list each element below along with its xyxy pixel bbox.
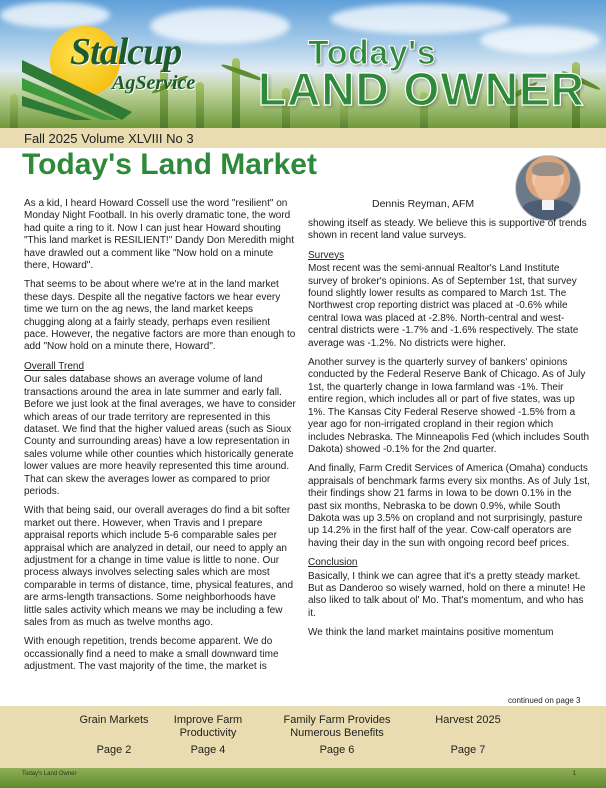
- contents-title: Grain Markets: [79, 714, 149, 726]
- article-paragraph: We think the land market maintains positive momentum: [308, 627, 554, 639]
- author-byline: Dennis Reyman, AFM: [372, 198, 475, 210]
- section-subhead: Overall Trend: [24, 360, 85, 372]
- contents-page: Page 2: [96, 744, 132, 756]
- corn-stalk: [10, 94, 18, 128]
- contents-item-harvest-2025[interactable]: [420, 714, 516, 757]
- article-paragraph: Our sales database shows an average volume of land transactions around the area in late summer and early fall. Before we just look at the final averages, we have to consider which areas of our trade territory are represented in this dataset. We find that the higher valued areas (such as Sioux County and surrounding areas) have a low representation in sales volume while other counties which historically generate lower values are more heavily represented this time around. That can skew the averages lower as compared to prior periods.: [24, 374, 296, 497]
- masthead: [0, 0, 606, 128]
- article-right-column: [308, 218, 590, 694]
- article-left-column: [24, 198, 296, 696]
- footer-page-number: 1: [572, 771, 576, 777]
- article-paragraph: Another survey is the quarterly survey of bankers' opinions conducted by the Federal Reserve Bank of Chicago. As of July 1st, the quarterly change in Iowa farmland was -1%. Their entire region, which includes all or part of five states, was up 1%. The Kansas City Federal Reserve showed -1.5% from a year ago for non-irrigated cropland in their region which includes Nebraska. The Minneapolis Fed (which includes South Dakota) showed -0.1% for the 2nd quarter.: [308, 357, 590, 455]
- cloud: [0, 2, 110, 28]
- contents-band: [0, 706, 606, 768]
- contents-item-grain-markets[interactable]: [66, 714, 162, 757]
- cloud: [330, 4, 510, 34]
- issue-info: Fall 2025 Volume XLVIII No 3: [24, 131, 194, 146]
- newsletter-title-main: LAND OWNER: [258, 63, 585, 115]
- logo-subtitle: AgService: [112, 72, 196, 94]
- continued-note: continued on page 3: [508, 696, 581, 705]
- cloud: [480, 26, 600, 54]
- contents-page: Page 4: [190, 744, 226, 756]
- contents-title: Family Farm Provides Numerous Benefits: [283, 714, 391, 739]
- bottom-field-strip: [0, 768, 606, 788]
- logo-name: Stalcup: [70, 31, 182, 73]
- contents-title: Harvest 2025: [435, 714, 501, 726]
- article-paragraph: With that being said, our overall averages do find a bit softer market out there. However, when Travis and I prepare appraisal reports which include 5-6 comparable sales per appraisal which are analyzed in detail, our need to apply an adjustment for a change in time value is little to none. Our process always involves selecting sales which are most comparable in terms of distance, time, physical features, and are arms-length transactions. Some neighborhoods have little sales activity which means we may be including a few sales from as much as twelve months ago.: [24, 505, 294, 628]
- section-subhead: Conclusion: [308, 557, 358, 569]
- contents-title: Improve Farm Productivity: [173, 714, 243, 739]
- section-subhead: Surveys: [308, 249, 345, 261]
- article-paragraph: And finally, Farm Credit Services of America (Omaha) conducts appraisals of benchmark farms every six months. As of July 1st, their findings show 21 farms in Iowa to be down 0.1% in the past six months, Nebraska to be down 0.9%, while South Dakota was up 3.5% on cropland and not surprisingly, pasture up 14.2% in the first half of the year. Cow-calf operators are having their day in the sun with ongoing record beef prices.: [308, 463, 590, 549]
- issue-band: [0, 128, 606, 148]
- contents-page: Page 7: [450, 744, 486, 756]
- article-paragraph: Basically, I think we can agree that it's a pretty steady market. But as Danderoo so wisely warned, hold on there a minute! He also liked to talk about ol' Mo. That's momentum, and who has it.: [308, 570, 586, 619]
- footer-publication: Today's Land Owner: [22, 771, 77, 777]
- article-paragraph: With enough repetition, trends become apparent. We do occassionally find a need to make a small downward time adjustment. The vast majority of the time, the market is: [24, 636, 279, 673]
- contents-item-improve-farm-productivity[interactable]: [160, 714, 256, 757]
- contents-item-family-farm[interactable]: [272, 714, 402, 757]
- article-paragraph: As a kid, I heard Howard Cossell use the word "resilient" on Monday Night Football. In his overly dramatic tone, the word had quite a ring to it. Now I can just hear Howard shouting "This land market is RESILIENT!" Dandy Don Meredith might have drawled out a comment like "Now hold on a minute there, Howard".: [24, 198, 294, 272]
- corn-stalk: [196, 82, 204, 128]
- article-paragraph: Most recent was the semi-annual Realtor's Land Institute survey of broker's opinions. As of September 1st, that survey found slightly lower results as compared to March 1st. The Northwest crop reporting district was placed at -0.6% while central Iowa was placed at -2.8%. North-central and west-central districts were -1.7% and -1.6% respectively. The state average was -1.2%. No districts were higher.: [308, 263, 579, 349]
- contents-page: Page 6: [319, 744, 355, 756]
- article-paragraph: That seems to be about where we're at in the land market these days. Despite all the negative factors we hear every time we turn on the ag news, the land market keeps chugging along at a fairly steady, perhaps even resilient pace. However, the negative factors are more than enough to add "Now hold on a minute there, Howard".: [24, 279, 296, 353]
- newsletter-title-top: Today's: [308, 34, 437, 72]
- article-paragraph: showing itself as steady. We believe this is supportive of trends shown in recent land value surveys.: [308, 218, 587, 242]
- article-headline: Today's Land Market: [22, 148, 317, 181]
- author-photo: [516, 156, 580, 220]
